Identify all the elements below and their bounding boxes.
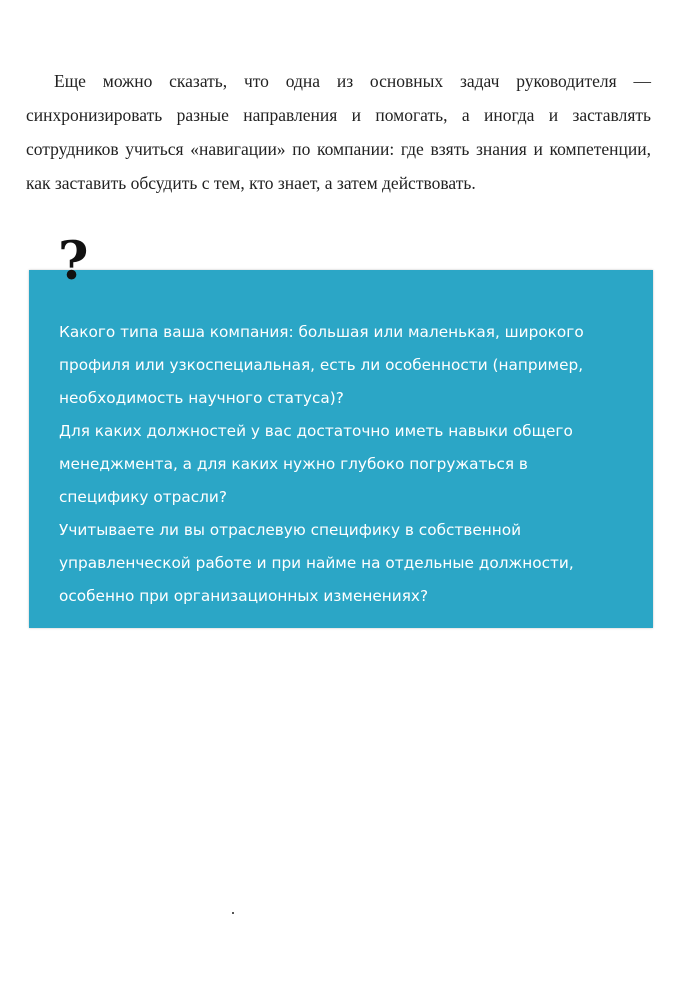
question-mark-icon: ? xyxy=(58,231,89,292)
questions-box xyxy=(29,270,653,628)
question-3: Учитываете ли вы отраслевую специфику в собственной управленческой работе и при найме на отдельные должности, особенно при организационных изменениях? xyxy=(59,521,574,605)
body-paragraph xyxy=(26,64,651,200)
body-text: Еще можно сказать, что одна из основных задач руководителя — синхронизировать разные направления и помогать, а иногда и заставлять сотрудников учиться «навигации» по компании: где взять знания и компетенции, как заставить обсудить с тем, кто знает, а затем действовать. xyxy=(26,71,651,193)
question-2: Для каких должностей у вас достаточно иметь навыки общего менеджмента, а для каких нужно глубоко погружаться в специфику отрасли? xyxy=(59,422,573,506)
question-1: Какого типа ваша компания: большая или маленькая, широкого профиля или узкоспециальная, есть ли особенности (например, необходимость научного статуса)? xyxy=(59,323,584,407)
scan-speck xyxy=(232,912,234,914)
